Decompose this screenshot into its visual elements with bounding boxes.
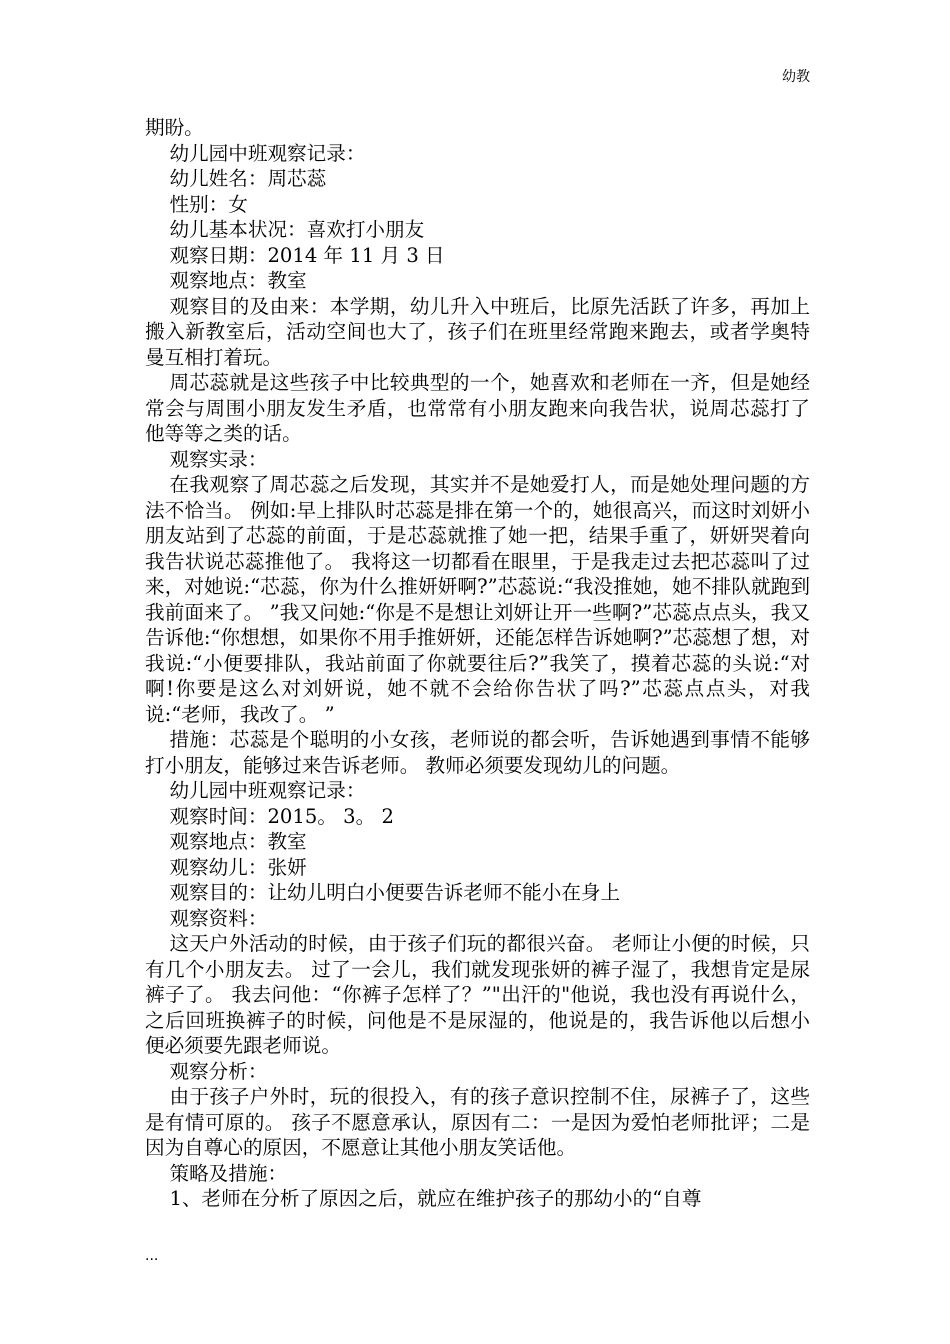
page-header: 幼教 xyxy=(782,69,810,85)
paragraph: 观察资料： xyxy=(169,906,268,930)
page-footer: ... xyxy=(145,1248,159,1264)
paragraph: 性别：女 xyxy=(169,192,248,216)
paragraph: 策略及措施： xyxy=(169,1161,288,1185)
paragraph: 观察目的：让幼儿明白小便要告诉老师不能小在身上 xyxy=(169,881,621,904)
paragraph: 幼儿姓名：周芯蕊 xyxy=(169,167,327,190)
paragraph: 观察日期：2014 年 11 月 3 日 xyxy=(169,243,445,267)
paragraph: 在我观察了周芯蕊之后发现，其实并不是她爱打人，而是她处理问题的方法不恰当。 例如:早上排队时芯蕊是排在第一个的，她很高兴，而这时刘妍小朋友站到了芯蕊的前面，于是芯蕊就推了她一把，结果手重了，妍妍哭着向我告状说芯蕊推他了。 我将这一切都看在眼里，于是我走过去把芯蕊叫了过来，对她说:“芯蕊，你为什么推妍妍啊?”芯蕊说:“我没推她，她不排队就跑到我前面来了。 ”我又问她:“你是不是想让刘妍让开一些啊?”芯蕊点点头，我又告诉他:“你想想，如果你不用手推妍妍，还能怎样告诉她啊?”芯蕊想了想，对我说:“小便要排队，我站前面了你就要往后?”我笑了，摸着芯蕊的头说:“对啊!你要是这么对刘妍说，她不就不会给你告状了吗?”芯蕊点点头，对我说:“老师，我改了。 ” xyxy=(145,473,810,726)
document-body xyxy=(145,115,810,1212)
paragraph: 观察时间：2015。 3。 2 xyxy=(169,804,394,828)
paragraph: 观察实录： xyxy=(169,447,268,471)
paragraph: 幼儿基本状况：喜欢打小朋友 xyxy=(169,218,425,241)
paragraph: 观察地点：教室 xyxy=(169,269,307,292)
paragraph: 观察幼儿：张妍 xyxy=(169,855,307,879)
section-title: 幼儿园中班观察记录： xyxy=(169,141,366,165)
paragraph: 观察目的及由来：本学期，幼儿升入中班后，比原先活跃了许多，再加上搬入新教室后，活动空间也大了，孩子们在班里经常跑来跑去，或者学奥特曼互相打着玩。 xyxy=(145,294,810,369)
paragraph: 观察地点：教室 xyxy=(169,830,307,853)
paragraph: 这天户外活动的时候，由于孩子们玩的都很兴奋。 老师让小便的时候，只有几个小朋友去。 过了一会儿，我们就发现张妍的裤子湿了，我想肯定是尿裤子了。 我去问他：“你裤子怎样了？”"出汗的"他说，我也没有再说什么，之后回班换裤子的时候，问他是不是尿湿的，他说是的，我告诉他以后想小便必须要先跟老师说。 xyxy=(145,932,810,1057)
paragraph: 措施：芯蕊是个聪明的小女孩，老师说的都会听，告诉她遇到事情不能够打小朋友，能够过来告诉老师。 教师必须要发现幼儿的问题。 xyxy=(145,728,810,777)
paragraph: 期盼。 xyxy=(145,116,204,139)
paragraph: 1、老师在分析了原因之后，就应在维护孩子的那幼小的“自尊 xyxy=(169,1187,702,1210)
paragraph: 观察分析： xyxy=(169,1059,268,1083)
section-title: 幼儿园中班观察记录： xyxy=(169,779,366,802)
paragraph: 周芯蕊就是这些孩子中比较典型的一个，她喜欢和老师在一齐，但是她经常会与周围小朋友发生矛盾，也常常有小朋友跑来向我告状，说周芯蕊打了他等等之类的话。 xyxy=(145,371,810,445)
paragraph: 由于孩子户外时，玩的很投入，有的孩子意识控制不住，尿裤子了，这些是有情可原的。 孩子不愿意承认，原因有二：一是因为爱怕老师批评；二是因为自尊心的原因，不愿意让其他小朋友笑话他。 xyxy=(145,1085,810,1159)
